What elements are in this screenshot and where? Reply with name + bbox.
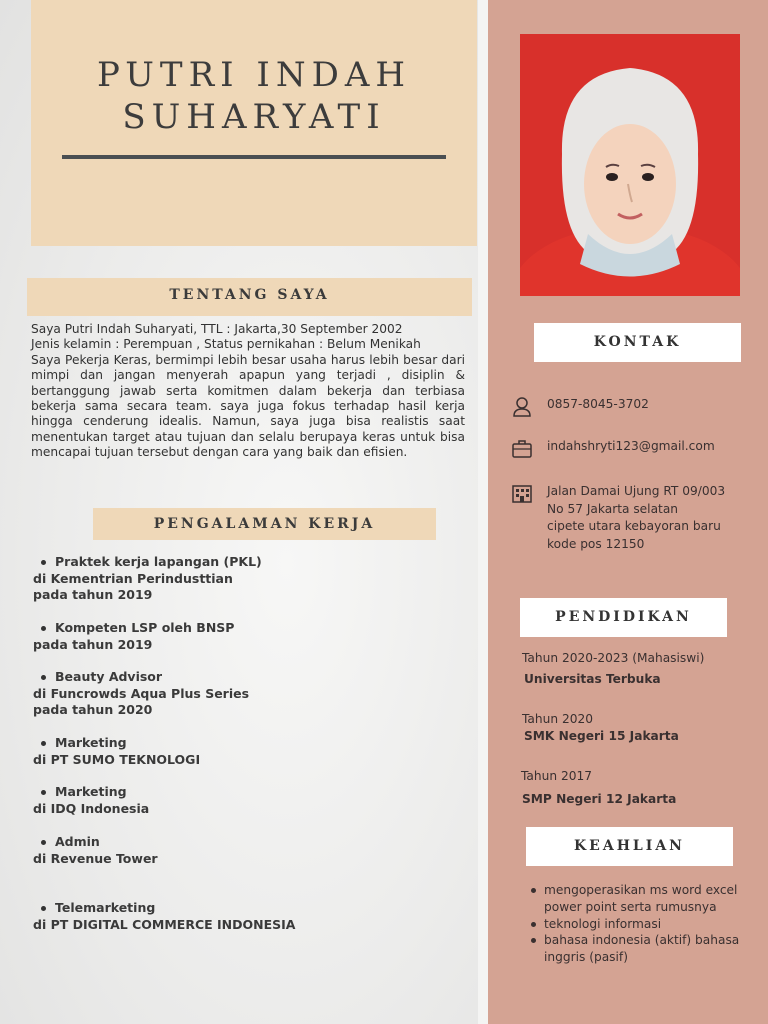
bullet-icon <box>531 922 536 927</box>
experience-item <box>33 834 158 867</box>
email-address: indahshryti123@gmail.com <box>547 439 715 453</box>
skills-heading-label: KEAHLIAN <box>574 838 685 854</box>
bullet-icon <box>41 626 46 631</box>
experience-detail: di PT SUMO TEKNOLOGI <box>33 751 201 767</box>
bullet-icon <box>41 840 46 845</box>
skill-text: bahasa indonesia (aktif) bahasa inggris (pasif) <box>544 933 740 965</box>
about-text: Saya Putri Indah Suharyati, TTL : Jakarta,30 September 2002 Jenis kelamin : Perempuan , Status pernikahan : Belum Menikah Saya Pekerja Keras, bermimpi lebih besar usaha harus lebih besar dari mimpi dan jangan menyerah apapun yang terjadi , disiplin & bertanggung jawab serta komitmen dalam bekerja dan terbiasa bekerja sama secara team. saya juga fokus terhadap hasil kerja hingga cenderung idealis. Namun, saya juga bisa realistis saat menentukan target atau tujuan dan selalu berupaya keras untuk bisa mencapai tujuan tersebut dengan cara yang baik dan efisien. <box>31 322 465 460</box>
education-school: SMK Negeri 15 Jakarta <box>524 729 679 743</box>
experience-detail: pada tahun 2020 <box>33 702 153 717</box>
experience-title: Admin <box>55 834 100 849</box>
education-school: SMP Negeri 12 Jakarta <box>522 792 677 806</box>
experience-detail: pada tahun 2019 <box>33 636 153 652</box>
postal-address: Jalan Damai Ujung RT 09/003 No 57 Jakarta selatan cipete utara kebayoran baru kode pos 12150 <box>547 484 726 551</box>
bullet-icon <box>41 741 46 746</box>
experience-item <box>33 554 262 604</box>
experience-detail: di PT DIGITAL COMMERCE INDONESIA <box>33 916 296 932</box>
person-name: PUTRI INDAH SUHARYATI <box>96 55 412 137</box>
skill-item <box>528 932 748 966</box>
bullet-icon <box>41 560 46 565</box>
portrait-illustration <box>520 34 740 296</box>
about-heading <box>27 278 472 316</box>
skill-text: teknologi informasi <box>544 916 662 931</box>
education-year: Tahun 2020 <box>522 712 593 726</box>
education-heading-label: PENDIDIKAN <box>555 609 692 625</box>
skill-item <box>528 882 748 916</box>
name-underline <box>62 155 446 159</box>
experience-title: Marketing <box>55 735 127 750</box>
education-heading <box>520 598 727 637</box>
experience-detail: di IDQ Indonesia <box>33 800 150 816</box>
experience-title: Kompeten LSP oleh BNSP <box>55 620 235 635</box>
contact-heading <box>534 323 741 362</box>
experience-title: Marketing <box>55 784 127 799</box>
experience-detail: pada tahun 2019 <box>33 587 153 602</box>
experience-title: Praktek kerja lapangan (PKL) <box>55 554 262 569</box>
building-icon <box>512 483 534 505</box>
bullet-icon <box>531 888 536 893</box>
experience-detail: di Revenue Tower <box>33 850 158 866</box>
bullet-icon <box>41 675 46 680</box>
experience-detail: di Kementrian Perindusttian <box>33 570 233 586</box>
skills-heading <box>526 827 733 866</box>
about-heading-label: TENTANG SAYA <box>169 287 330 303</box>
experience-item <box>33 900 295 933</box>
experience-item <box>33 620 234 653</box>
education-year: Tahun 2020-2023 (Mahasiswi) <box>522 651 705 665</box>
experience-heading-label: PENGALAMAN KERJA <box>153 516 376 532</box>
skills-list <box>528 882 748 966</box>
bullet-icon <box>531 938 536 943</box>
phone-number: 0857-8045-3702 <box>547 397 649 411</box>
experience-title: Telemarketing <box>55 900 156 915</box>
education-year: Tahun 2017 <box>521 769 592 783</box>
column-gap <box>478 0 488 1024</box>
profile-photo <box>520 34 740 296</box>
experience-item <box>33 669 249 719</box>
experience-heading <box>93 508 436 540</box>
experience-detail: di Funcrowds Aqua Plus Series <box>33 685 250 701</box>
contact-heading-label: KONTAK <box>593 334 682 350</box>
name-header <box>31 0 477 246</box>
skill-item <box>528 916 748 933</box>
experience-item <box>33 784 149 817</box>
skill-text: mengoperasikan ms word excel power point serta rumusnya <box>544 883 738 914</box>
experience-item <box>33 735 200 768</box>
briefcase-icon <box>512 438 534 460</box>
person-icon <box>512 396 534 418</box>
experience-title: Beauty Advisor <box>55 669 163 684</box>
education-school: Universitas Terbuka <box>524 672 661 686</box>
bullet-icon <box>41 906 46 911</box>
bullet-icon <box>41 790 46 795</box>
